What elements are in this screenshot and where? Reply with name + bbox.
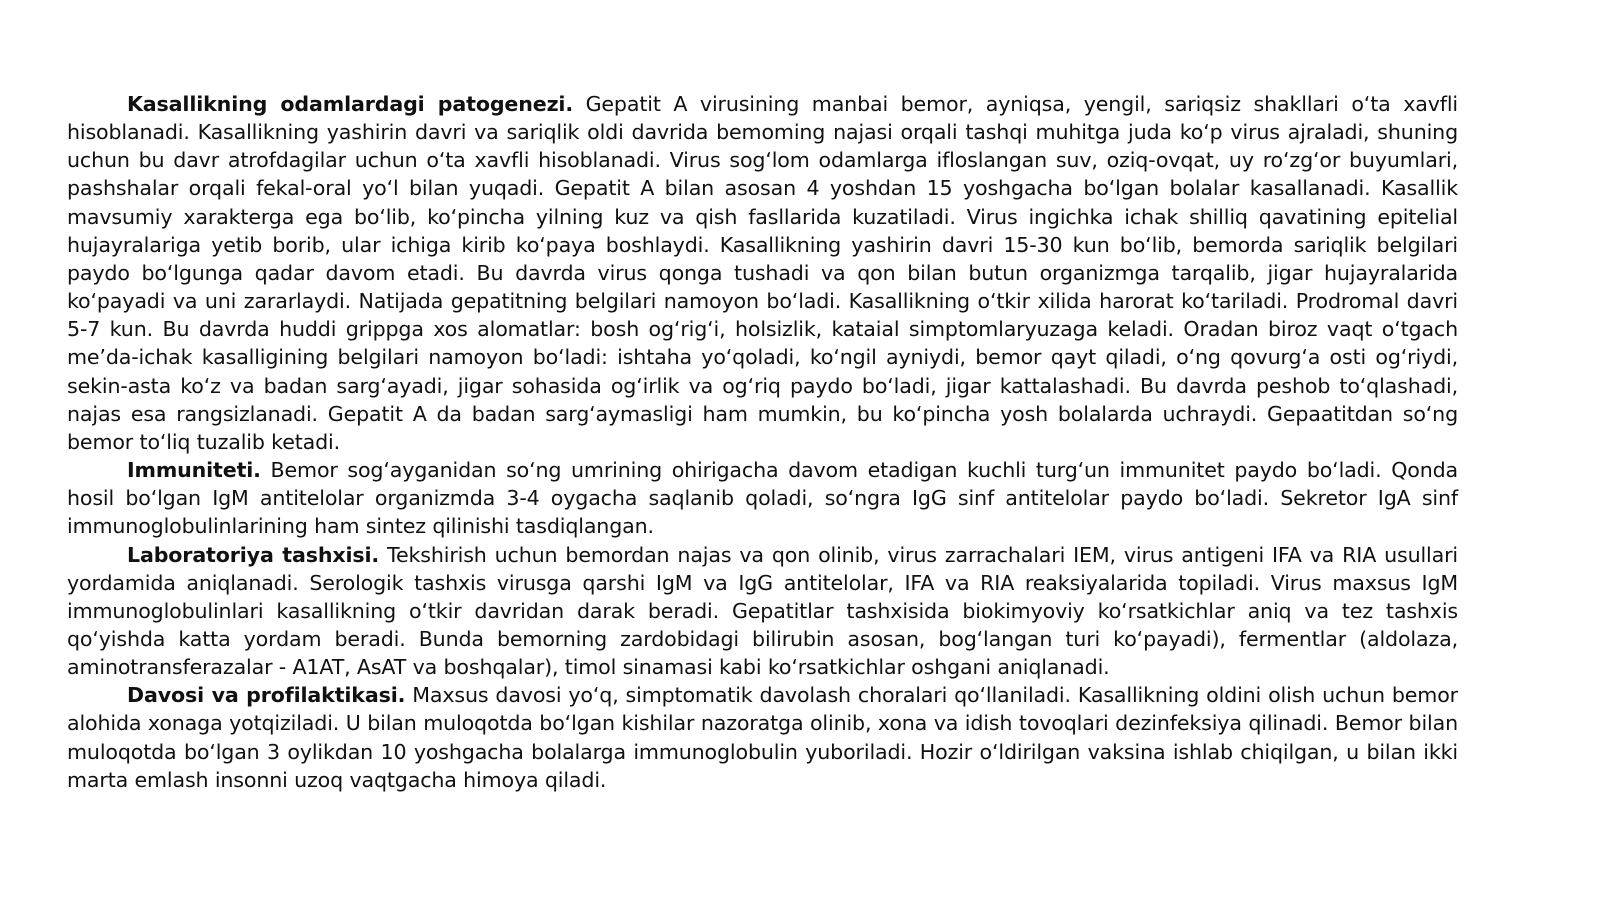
paragraph-immunity bbox=[67, 456, 1458, 540]
document-body bbox=[67, 90, 1458, 794]
paragraph-pathogenesis bbox=[67, 90, 1458, 456]
paragraph-text: Tekshirish uchun bemordan najas va qon olinib, virus zarrachalari IEM, virus antigeni IFA va RIA usullari yordamida aniqlanadi. Serologik tashxis virusga qarshi IgM va IgG antitelolar, IFA va RIA reaksiyalarida topiladi. Virus maxsus IgM immunoglobulinlari kasallikning o‘tkir davridan darak beradi. Gepatitlar tashxisida biokimyoviy ko‘rsatkichlar aniq va tez tashxis qo‘yishda katta yordam beradi. Bunda bemorning zardobidagi bilirubin asosan, bog‘langan turi ko‘payadi), fermentlar (aldolaza, aminotransferazalar - A1AT, AsAT va boshqalar), timol sinamasi kabi ko‘rsatkichlar oshgani aniqlanadi. bbox=[67, 542, 1458, 680]
paragraph-text: Maxsus davosi yo‘q, simptomatik davolash choralari qo‘llaniladi. Kasallikning oldini olish uchun bemor alohida xonaga yotqiziladi. U bilan muloqotda bo‘lgan kishilar nazoratga olinib, xona va idish tovoqlari dezinfeksiya qilinadi. Bemor bilan muloqotda bo‘lgan 3 oylikdan 10 yoshgacha bolalarga immunoglobulin yuboriladi. Hozir o‘ldirilgan vaksina ishlab chiqilgan, u bilan ikki marta emlash insonni uzoq vaqtgacha himoya qiladi. bbox=[67, 683, 1458, 792]
paragraph-treatment-prevention bbox=[67, 681, 1458, 794]
paragraph-text: Bemor sog‘ayganidan so‘ng umrining ohirigacha davom etadigan kuchli turg‘un immunitet paydo bo‘ladi. Qonda hosil bo‘lgan IgM antitelolar organizmda 3-4 oygacha saqlanib qoladi, so‘ngra IgG sinf antitelolar paydo bo‘ladi. Sekretor IgA sinf immunoglobulinlarining ham sintez qilinishi tasdiqlangan. bbox=[67, 458, 1458, 539]
paragraph-heading: Kasallikning odamlardagi patogenezi. bbox=[127, 92, 573, 116]
paragraph-heading: Immuniteti. bbox=[127, 458, 261, 483]
paragraph-heading: Davosi va profilaktikasi. bbox=[127, 683, 406, 708]
paragraph-text: Gepatit A virusining manbai bemor, ayniqsa, yengil, sariqsiz shakllari o‘ta xavfli hisoblanadi. Kasallikning yashirin davri va sariqlik oldi davrida bemoming najasi orqali tashqi muhitga juda ko‘p virus ajraladi, shuning uchun bu davr atrofdagilar uchun o‘ta xavfli hisoblanadi. Virus sog‘lom odamlarga ifloslangan suv, oziq-ovqat, uy ro‘zg‘or buyumlari, pashshalar orqali fekal-oral yo‘l bilan yuqadi. Gepatit A bilan asosan 4 yoshdan 15 yoshgacha bo‘lgan bolalar kasallanadi. Kasallik mavsumiy xarakterga ega bo‘lib, ko‘pincha yilning kuz va qish fasllarida kuzatiladi. Virus ingichka ichak shilliq qavatining epitelial hujayralariga yetib borib, ular ichiga kirib ko‘paya boshlaydi. Kasallikning yashirin davri 15-30 kun bo‘lib, bemorda sariqlik belgilari paydo bo‘lgunga qadar davom etadi. Bu davrda virus qonga tushadi va qon bilan butun organizmga tarqalib, jigar hujayralarida ko‘payadi va uni zararlaydi. Natijada gepatitning belgilari namoyon bo‘ladi. Kasallikning o‘tkir xilida harorat ko‘tariladi. Prodromal davri 5-7 kun. Bu davrda huddi grippga xos alomatlar: bosh og‘rig‘i, holsizlik, kataial simptomlaryuzaga keladi. Oradan biroz vaqt o‘tgach me’da-ichak kasalligining belgilari namoyon bo‘ladi: ishtaha yo‘qoladi, ko‘ngil ayniydi, bemor qayt qiladi, o‘ng qovurg‘a osti og‘riydi, sekin-asta ko‘z va badan sarg‘ayadi, jigar sohasida og‘irlik va og‘riq paydo bo‘ladi, jigar kattalashadi. Bu davrda peshob to‘qlashadi, najas esa rangsizlanadi. Gepatit A da badan sarg‘aymasligi ham mumkin, bu ko‘pincha yosh bolalarda uchraydi. Gepaatitdan so‘ng bemor to‘liq tuzalib ketadi. bbox=[67, 92, 1458, 454]
paragraph-heading: Laboratoriya tashxisi. bbox=[127, 542, 380, 567]
paragraph-lab-diagnosis bbox=[67, 541, 1458, 682]
